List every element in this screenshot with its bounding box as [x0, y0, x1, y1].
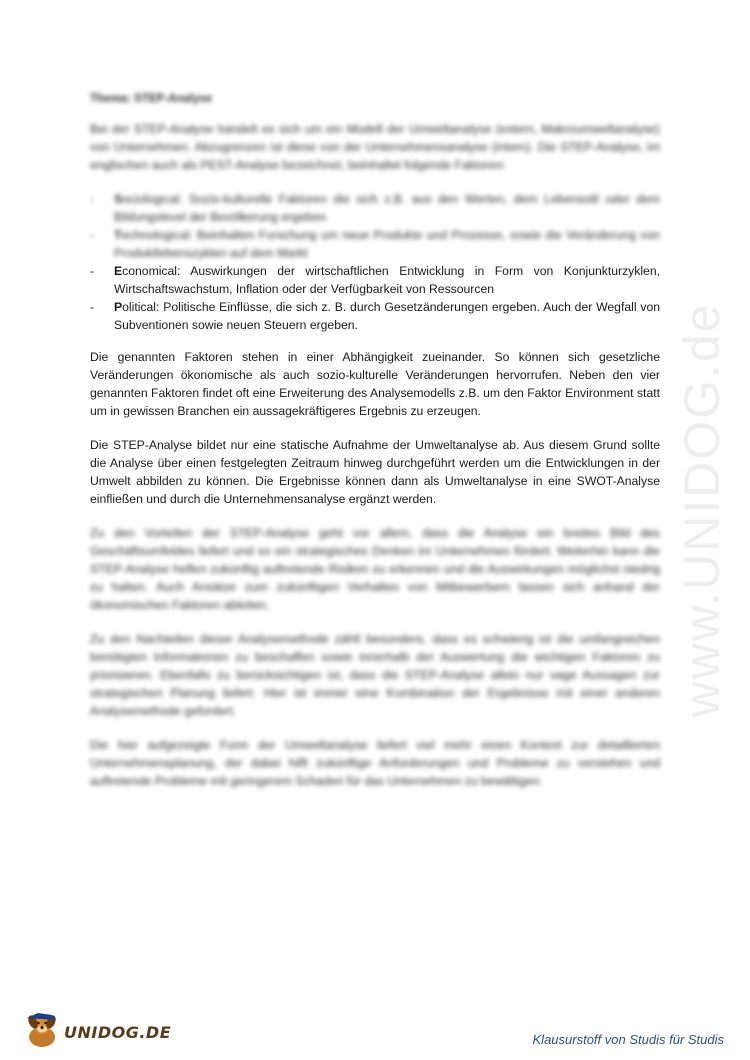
- dependency-paragraph: Die genannten Faktoren stehen in einer Abhängigkeit zueinander. So können sich gesetzliche Veränderungen ökonomische als auch sozio-kulturelle Veränderungen hervorrufen. Neben den vier genannten Faktoren findet oft eine Erweiterung des Analysemodells z.B. um den Faktor Environment statt um in gewissen Branchen ein aussagekräftigeres Ergebnis zu erzeugen.: [90, 350, 660, 418]
- advantages-paragraph: Zu den Vorteilen der STEP-Analyse geht vor allem, dass die Analyse ein breites Bild des Geschäftsumfeldes liefert und so ein strategisches Denken im Unternehmen fördert. Weiterhin kann die STEP-Analyse helfen zukünftig auftretende Risiken zu erkennen und die Auswirkungen möglichst niedrig zu halten. Auch Ansätze zum zukünftigen Verhalten von Mitbewerbern lassen sich anhand der ökonomischen Faktoren ableiten.: [90, 526, 660, 612]
- factor-item-sociological: - Sociological: Sozio-kulturelle Faktoren die sich z.B. aus den Werten, dem Lebensstil oder dem Bildungslevel der Bevölkerung ergeben: [90, 192, 660, 224]
- factor-item-political: - Political: Politische Einflüsse, die sich z. B. durch Gesetzänderungen ergeben. Auch der Wegfall von Subventionen sowie neuen Steuern ergeben.: [90, 300, 660, 332]
- document-page: [90, 90, 660, 806]
- intro-paragraph: Bei der STEP-Analyse handelt es sich um ein Modell der Umweltanalyse (extern, Makroumweltanalyse) von Unternehmen. Abzugrenzen ist diese von der Unternehmensanalyse (intern). Die STEP-Analyse, im englischen auch als PEST-Analyse bezeichnet, beinhaltet folgende Faktoren:: [90, 122, 660, 172]
- factor-item-economical: - Economical: Auswirkungen der wirtschaftlichen Entwicklung in Form von Konjunkturzyklen, Wirtschaftswachstum, Inflation oder der Verfügbarkeit von Ressourcen: [90, 264, 660, 296]
- dog-mascot-icon: [22, 1010, 62, 1055]
- watermark-text: www.UNIDOG.de: [674, 302, 730, 718]
- static-paragraph: Die STEP-Analyse bildet nur eine statische Aufnahme der Umweltanalyse ab. Aus diesem Grund sollte die Analyse über einen festgelegten Zeitraum hinweg durchgeführt werden um die Entwicklungen in der Umwelt abbilden zu können. Die Ergebnisse können dann als Umweltanalyse in eine SWOT-Analyse einfließen und durch die Unternehmensanalyse ergänzt werden.: [90, 438, 660, 506]
- footer-tagline: Klausurstoff von Studis für Studis: [532, 1032, 724, 1047]
- factor-list: [90, 190, 660, 334]
- logo-wordmark: UNIDOG.DE: [64, 1022, 172, 1042]
- closing-paragraph: Die hier aufgezeigte Form der Umweltanalyse liefert viel mehr einen Kontext zur detaillierten Unternehmensplanung, der dabei hilft zukünftige Anforderungen und Probleme zu verstehen und auftretende Probleme mit geringerem Schaden für das Unternehmen zu bewältigen.: [90, 738, 660, 788]
- unidog-logo: [22, 1012, 171, 1052]
- factor-item-technological: - Technological: Beinhalten Forschung um neue Produkte und Prozesse, sowie die Veränderung von Produktlebenszyklen auf dem Markt: [90, 228, 660, 260]
- document-title: Thema: STEP-Analyse: [90, 93, 213, 105]
- watermark: [672, 280, 732, 740]
- disadvantages-paragraph: Zu den Nachteilen dieser Analysemethode zählt besonders, dass es schwierig ist die umfangreichen benötigten Informationen zu beschaffen sowie innerhalb der Auswertung die wichtigen Faktoren zu priorisieren. Ebenfalls zu berücksichtigen ist, dass die STEP-Analyse allein nur vage Aussagen zur strategischen Planung liefert. Hier ist immer eine Kombination der Ergebnisse mit einer anderen Analysemethode gefordert.: [90, 632, 660, 718]
